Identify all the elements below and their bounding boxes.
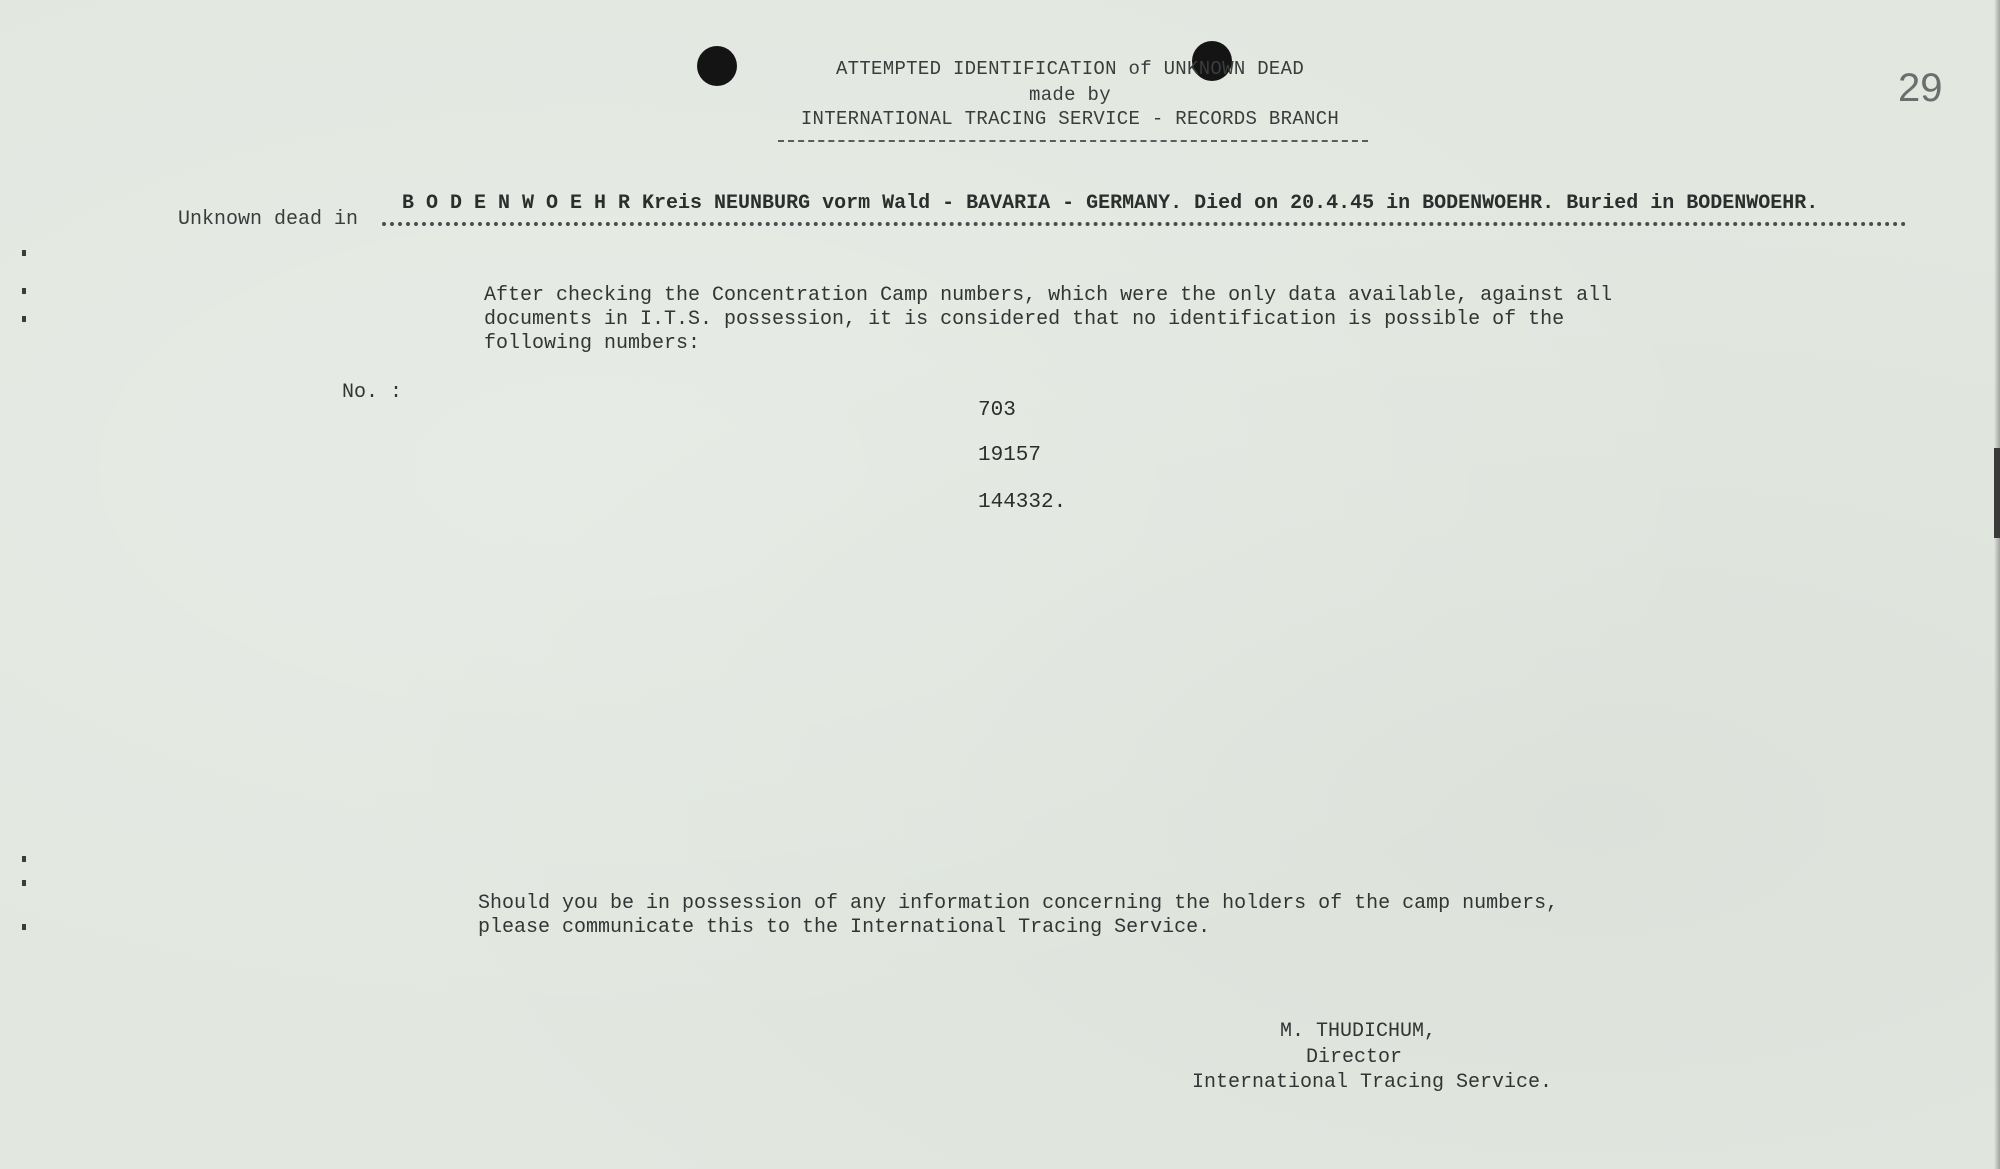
request-paragraph-line-2: please communicate this to the International Tracing Service.: [478, 916, 1211, 939]
signatory-organization: International Tracing Service.: [1192, 1071, 1553, 1094]
page-edge-shadow: [1994, 0, 2000, 1169]
margin-mark: [22, 316, 26, 322]
margin-mark: [22, 856, 26, 862]
header-underline: [778, 140, 1368, 142]
place-details: B O D E N W O E H R Kreis NEUNBURG vorm Wald - BAVARIA - GERMANY. Died on 20.4.45 in BODENWOEHR. Buried in BODENWOEHR.: [402, 192, 1819, 215]
signatory-title: Director: [1306, 1046, 1403, 1069]
unknown-dead-label: Unknown dead in: [178, 208, 359, 231]
margin-mark: [22, 880, 26, 886]
camp-number-1: 703: [978, 399, 1016, 422]
checking-paragraph-line-2: documents in I.T.S. possession, it is considered that no identification is possible of the: [484, 308, 1565, 331]
margin-mark: [22, 250, 26, 256]
header-branch: INTERNATIONAL TRACING SERVICE - RECORDS BRANCH: [800, 108, 1340, 130]
margin-mark: [22, 924, 26, 930]
checking-paragraph: [484, 284, 1612, 356]
request-paragraph: [478, 892, 1558, 940]
page-number: 29: [1898, 66, 1943, 110]
header-made-by: made by: [1029, 84, 1111, 106]
camp-number-3: 144332.: [978, 491, 1067, 514]
header-title: ATTEMPTED IDENTIFICATION of UNKNOWN DEAD: [835, 58, 1305, 80]
request-paragraph-line-1: Should you be in possession of any information concerning the holders of the camp numbers,: [478, 892, 1559, 915]
camp-number-2: 19157: [978, 444, 1042, 467]
margin-mark: [22, 288, 26, 294]
numbers-label: No. :: [342, 381, 403, 404]
checking-paragraph-line-3: following numbers:: [484, 332, 701, 355]
page-edge-mark: [1994, 448, 2000, 538]
signatory-name: M. THUDICHUM,: [1280, 1020, 1437, 1043]
dotted-leader-line: [382, 222, 1907, 226]
checking-paragraph-line-1: After checking the Concentration Camp numbers, which were the only data available, against all: [484, 284, 1613, 307]
